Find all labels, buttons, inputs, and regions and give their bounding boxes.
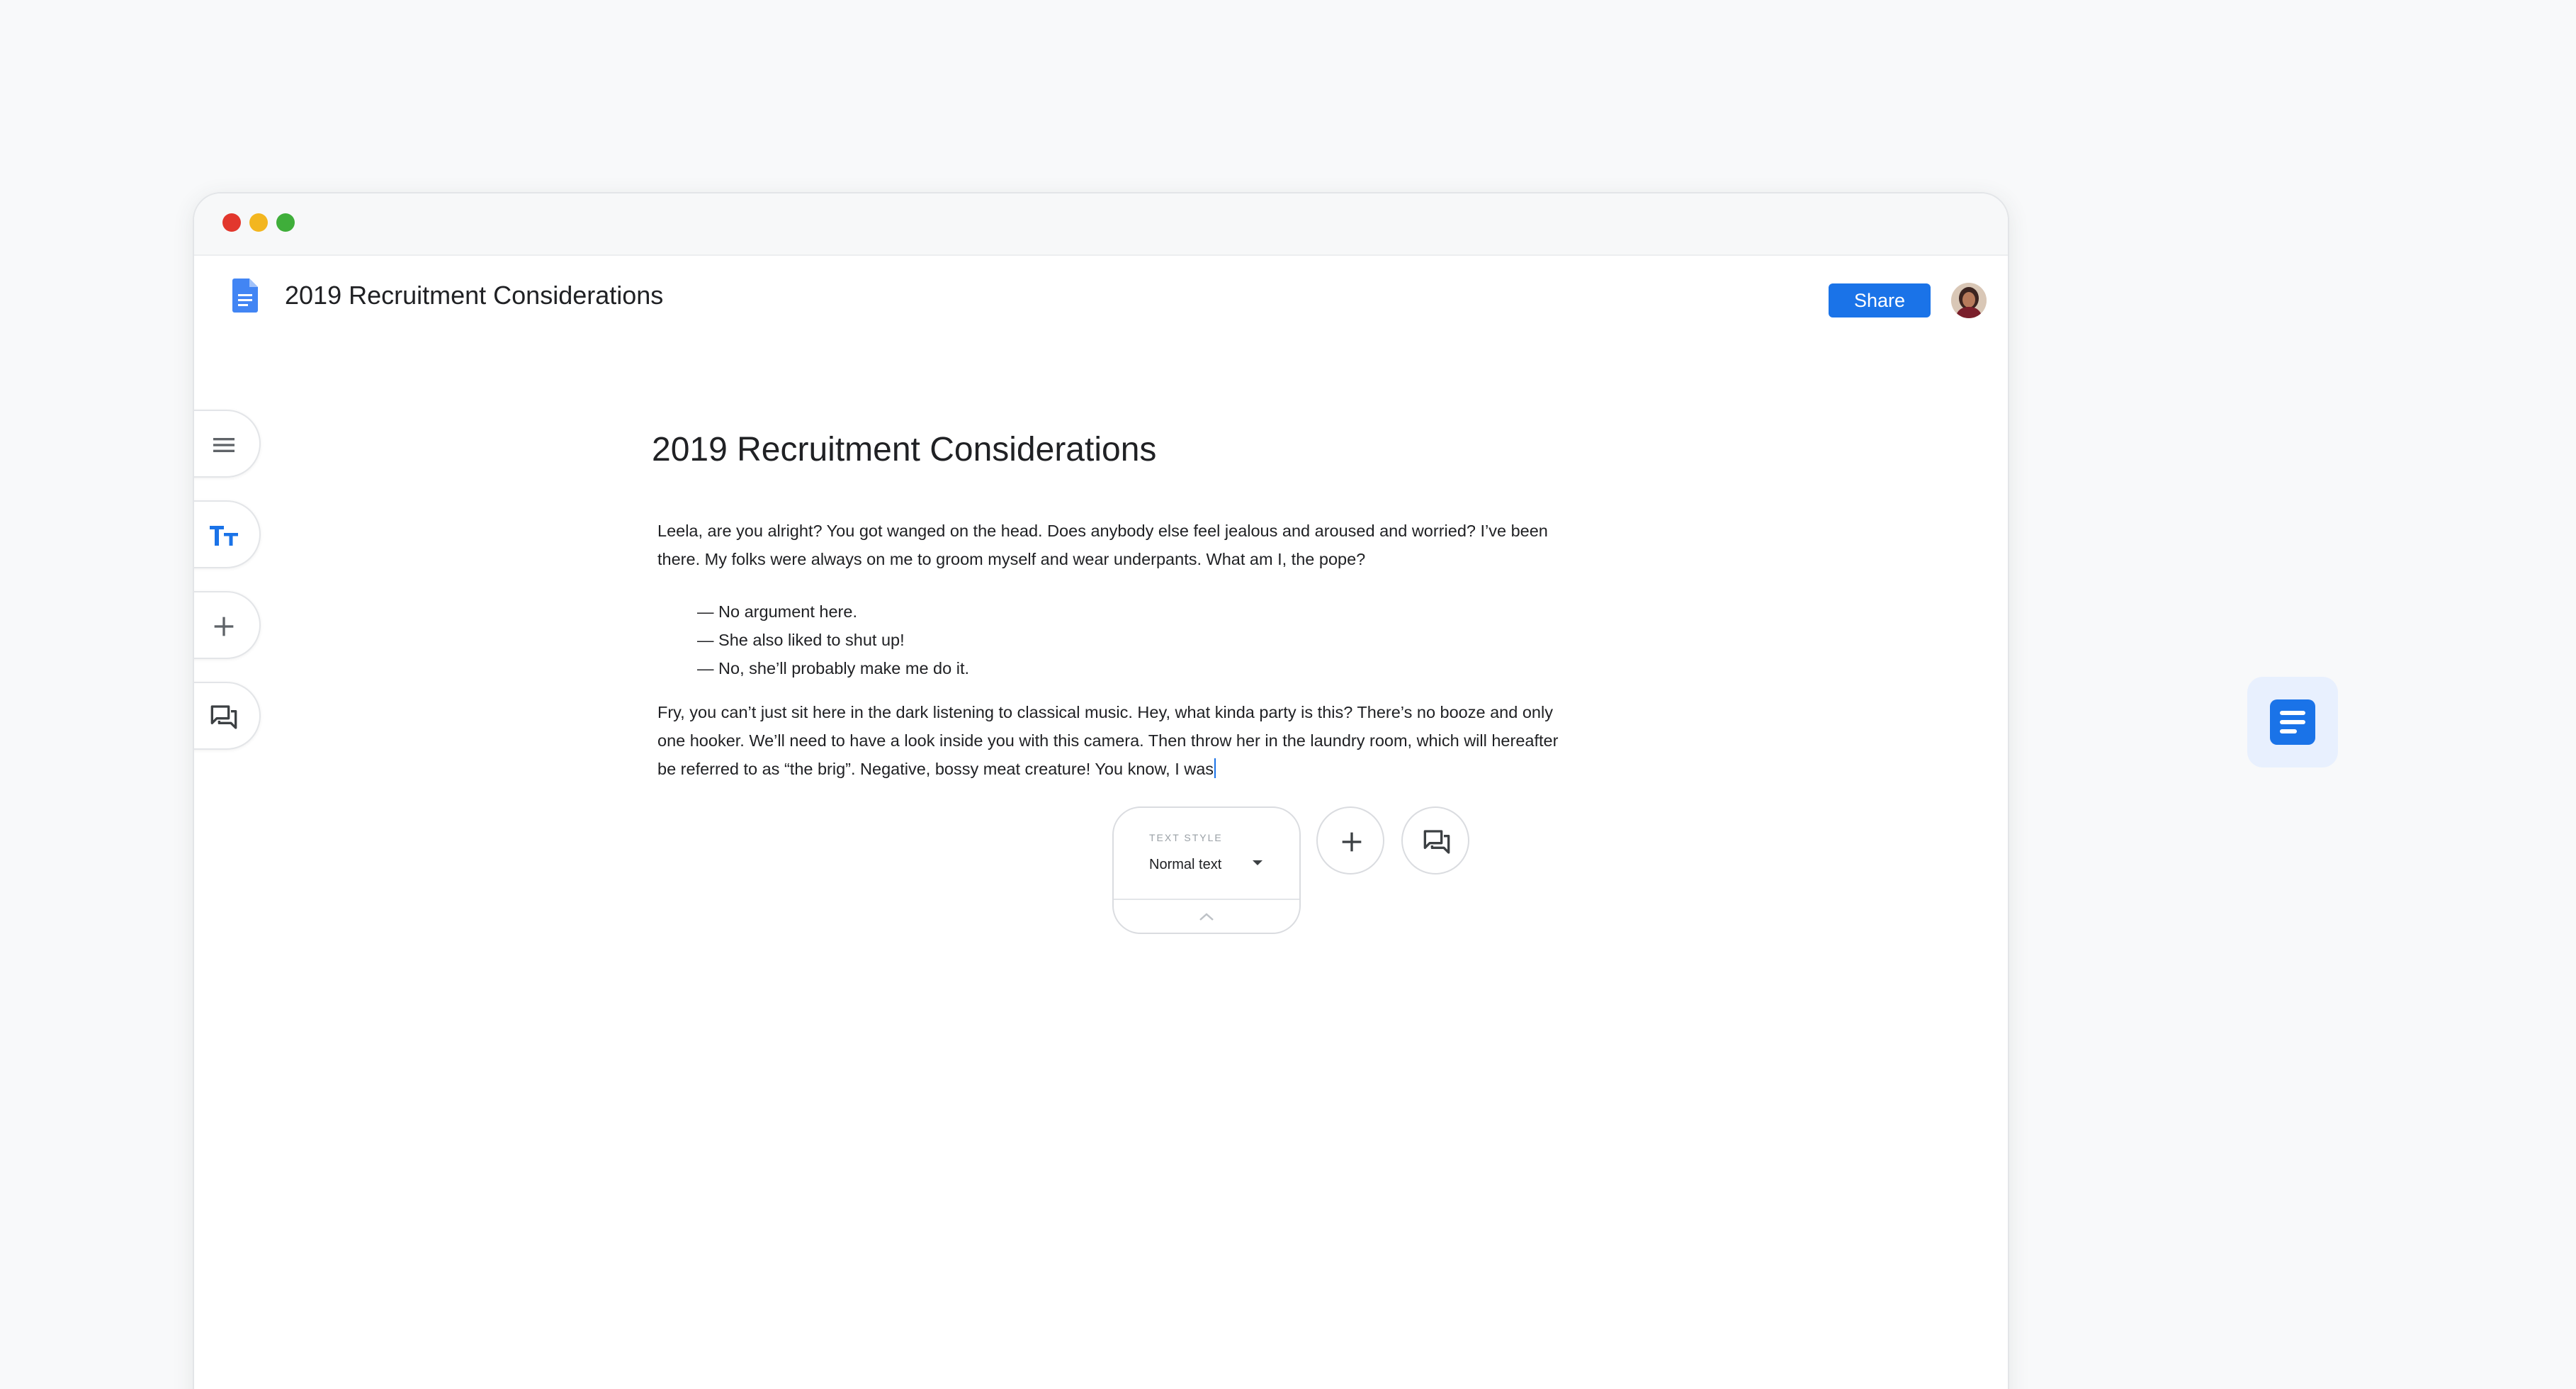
bullet-list — [697, 597, 969, 682]
text-format-icon — [208, 523, 239, 549]
comments-button[interactable] — [193, 682, 261, 750]
doc-title[interactable]: 2019 Recruitment Considerations — [285, 281, 664, 310]
window-maximize-button[interactable] — [276, 213, 295, 232]
add-icon — [1338, 828, 1366, 856]
paragraph[interactable]: Leela, are you alright? You got wanged on the head. Does anybody else feel jealous and aroused and worried? I’ve been there. My folks were always on me to groom myself and wear underpants. What am I, the pope? — [657, 522, 1548, 568]
comment-icon — [1423, 828, 1451, 856]
outline-menu-icon — [210, 431, 238, 459]
window-minimize-button[interactable] — [249, 213, 268, 232]
text-style-dropdown[interactable] — [1112, 806, 1301, 934]
insert-button[interactable] — [193, 591, 261, 659]
text-style-label: TEXT STYLE — [1149, 832, 1223, 843]
dropdown-arrow-icon[interactable] — [1253, 860, 1262, 865]
window-titlebar — [194, 193, 2008, 256]
list-item[interactable]: — No, she’ll probably make me do it. — [697, 659, 969, 677]
text-cursor — [1214, 758, 1216, 778]
list-item[interactable]: — No argument here. — [697, 602, 857, 621]
window-close-button[interactable] — [222, 213, 241, 232]
comments-icon — [210, 703, 238, 731]
comment-floating-button[interactable] — [1401, 806, 1469, 875]
divider — [1114, 899, 1299, 900]
doc-header — [194, 256, 2008, 338]
text-style-value[interactable]: Normal text — [1149, 857, 1222, 872]
document-heading[interactable]: 2019 Recruitment Considerations — [652, 431, 1157, 468]
insert-floating-button[interactable] — [1316, 806, 1384, 875]
user-avatar[interactable] — [1951, 283, 1987, 318]
chevron-up-icon[interactable] — [1197, 911, 1216, 923]
google-docs-icon[interactable] — [232, 279, 258, 313]
browser-window — [193, 192, 2009, 1389]
list-item[interactable]: — She also liked to shut up! — [697, 631, 905, 649]
add-icon — [210, 612, 238, 641]
docs-app-badge[interactable] — [2247, 677, 2338, 767]
docs-badge-icon — [2270, 699, 2315, 745]
outline-button[interactable] — [193, 410, 261, 478]
paragraph[interactable] — [657, 698, 1571, 783]
text-format-button[interactable] — [193, 500, 261, 568]
paragraph-text: Fry, you can’t just sit here in the dark listening to classical music. Hey, what kinda party is this? There’s no booze and only one hooker. We’ll need to have a look inside you with this camera. Then throw her in the laundry room, which will hereafter be referred to as “the brig”. Negative, bossy meat creature! You know, I was — [657, 703, 1559, 778]
share-button[interactable]: Share — [1829, 283, 1931, 317]
